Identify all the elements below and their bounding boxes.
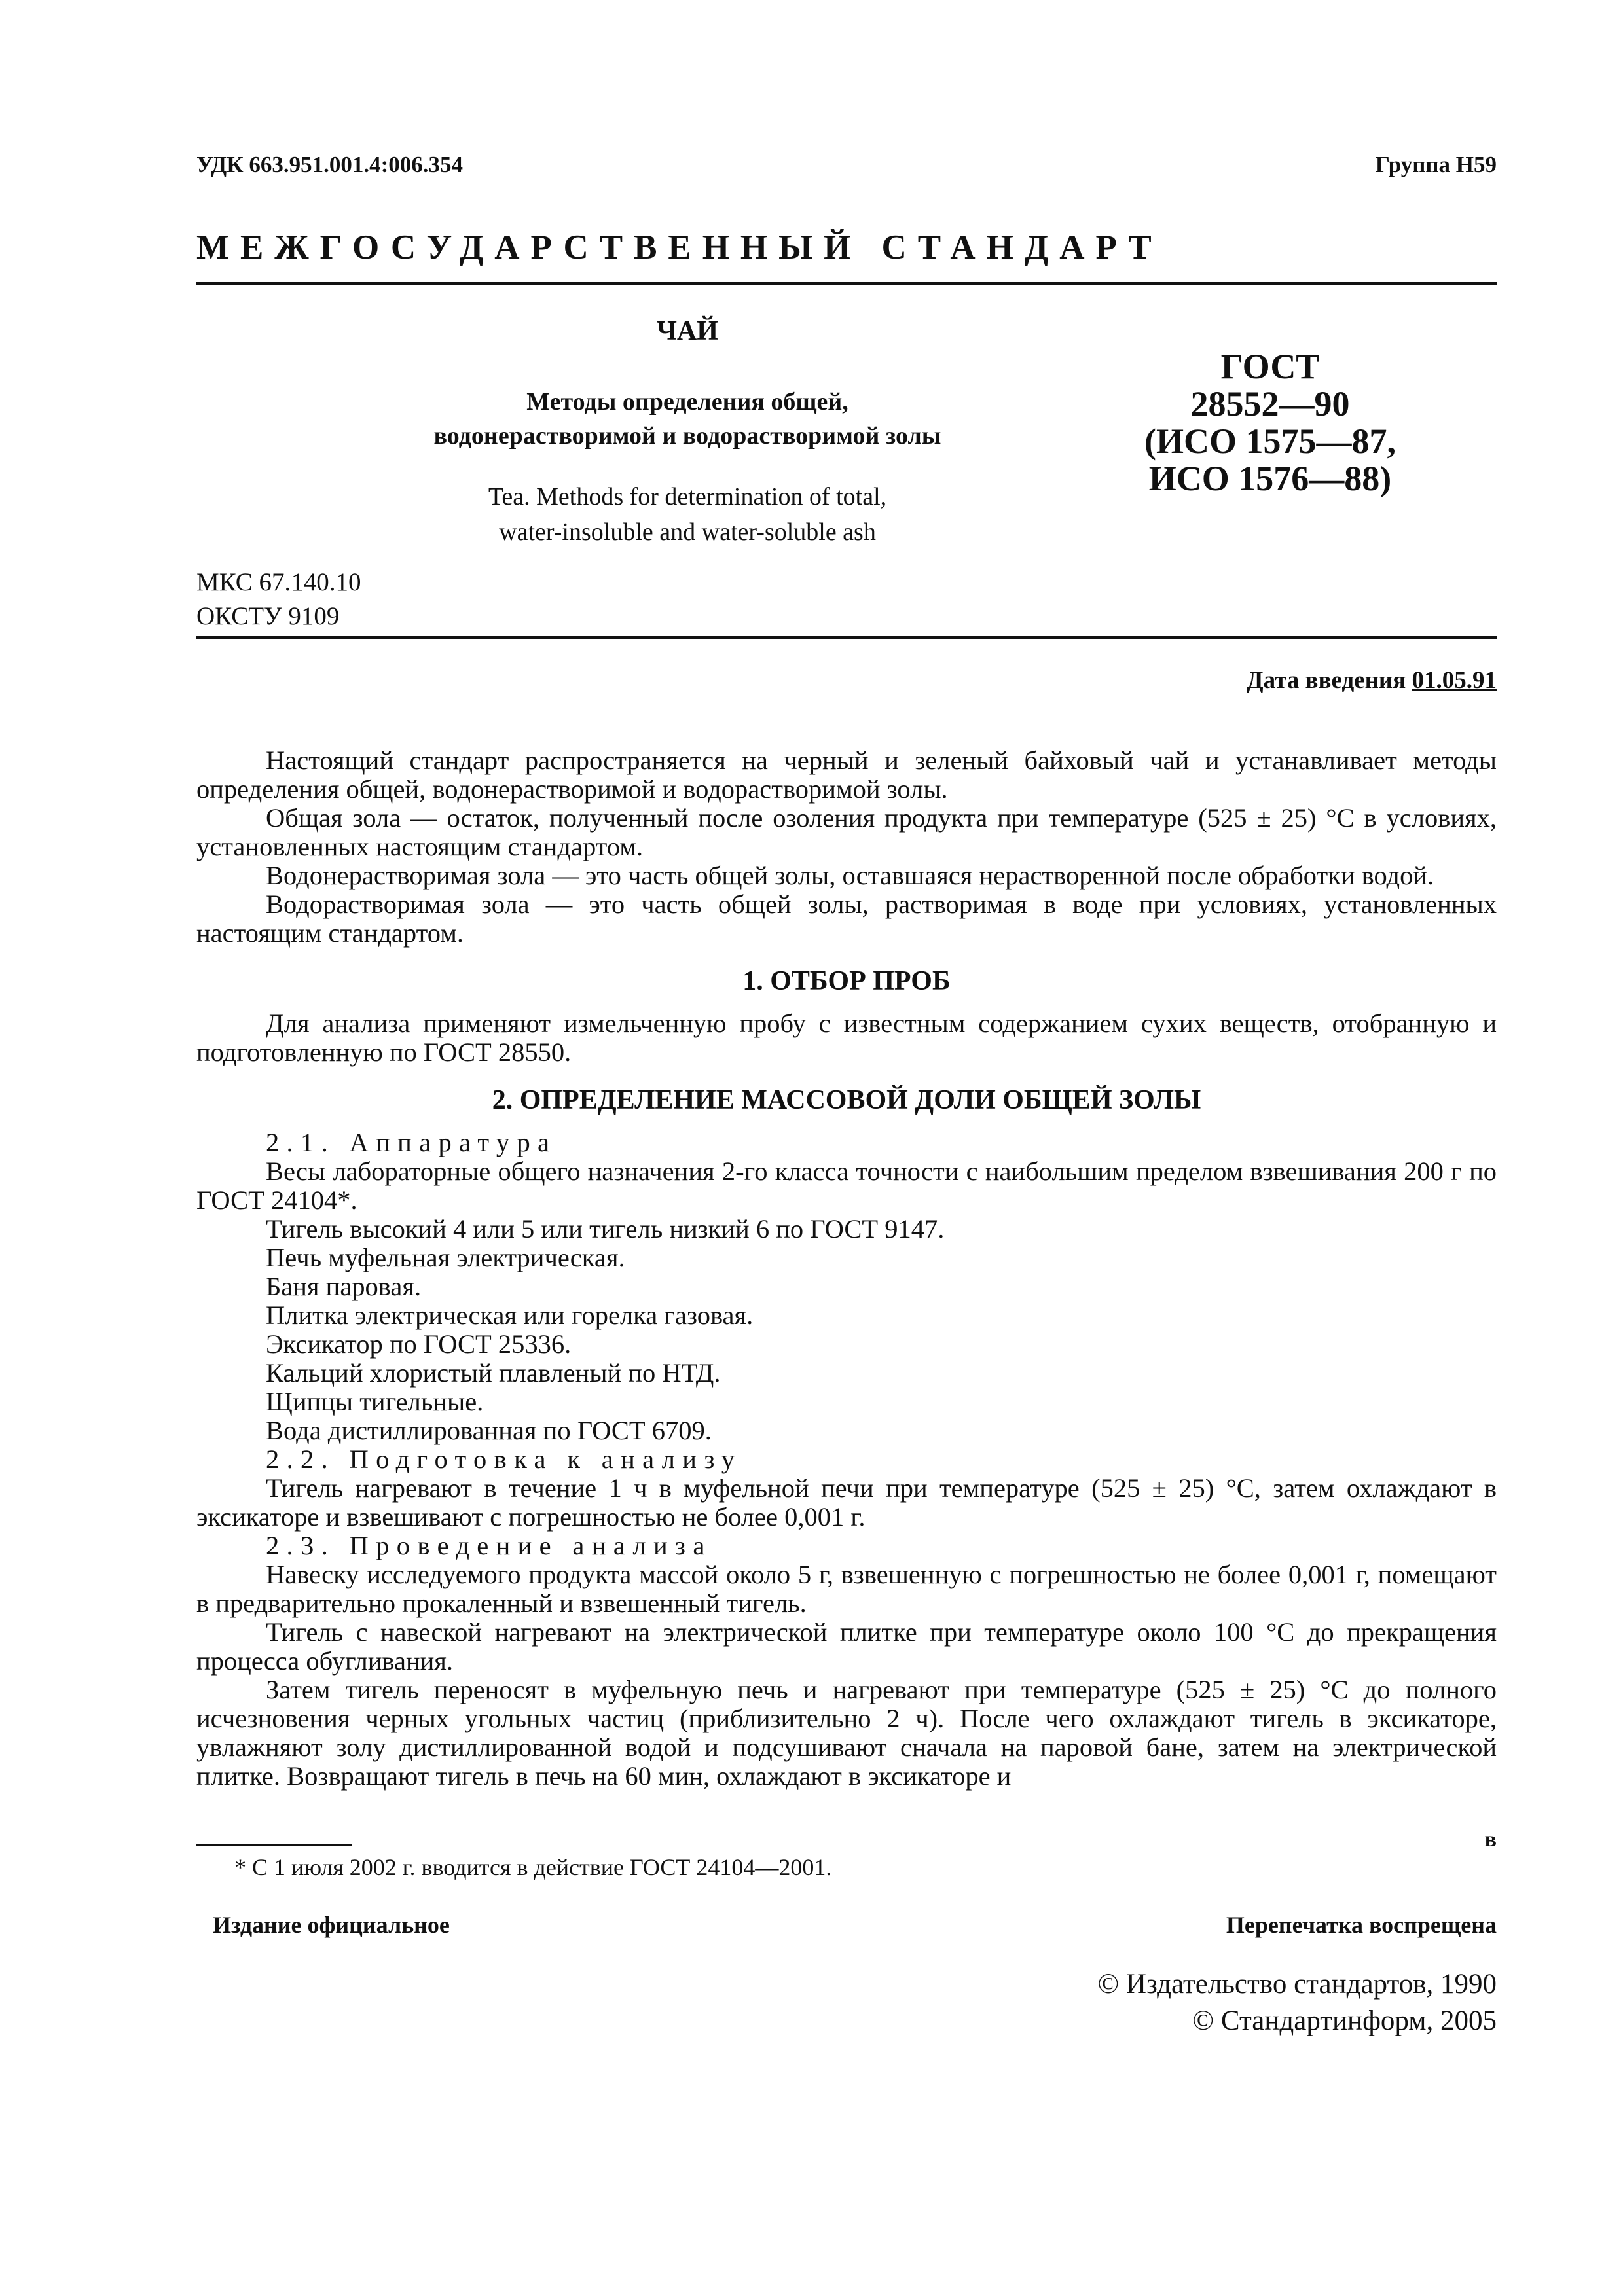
reprint-note: Перепечатка воспрещена [1226,1912,1497,1938]
subsection-label: 2.2. Подготовка к анализу [266,1444,742,1474]
document-body [196,746,1497,1791]
apparatus-item: Баня паровая. [266,1272,422,1301]
classification-codes [196,565,361,634]
standard-banner: МЕЖГОСУДАРСТВЕННЫЙ СТАНДАРТ [196,228,1163,266]
gost-line: 28552—90 [1190,384,1350,423]
date-label: Дата введения [1247,667,1406,694]
apparatus-item: Тигель высокий 4 или 5 или тигель низкий 6 по ГОСТ 9147. [266,1214,945,1244]
header-rule [196,282,1497,285]
apparatus-item: Плитка электрическая или горелка газовая. [266,1300,754,1330]
subsection-label: 2.3. Проведение анализа [266,1531,712,1560]
paragraph: Тигель с навеской нагревают на электрической плитке при температуре около 100 °С до прекращения процесса обугливания. [196,1617,1497,1676]
okstu-code: ОКСТУ 9109 [196,602,340,630]
english-title-line: Tea. Methods for determination of total, [488,483,887,511]
subtitle-line: водонерастворимой и водорастворимой золы [433,422,941,450]
apparatus-item: Кальций хлористый плавленый по НТД. [266,1358,721,1388]
section-heading: 2. ОПРЕДЕЛЕНИЕ МАССОВОЙ ДОЛИ ОБЩЕЙ ЗОЛЫ [492,1085,1201,1115]
gost-number-block [1067,348,1473,497]
apparatus-item: Печь муфельная электрическая. [266,1243,625,1272]
paragraph: Водонерастворимая зола — это часть общей золы, оставшаяся нерастворенной после обработки водой. [266,861,1434,890]
title-block [367,315,1008,550]
udk-code: УДК 663.951.001.4:006.354 [196,152,464,177]
paragraph: Затем тигель переносят в муфельную печь и нагревают при температуре (525 ± 25) °С до полного исчезновения черных угольных частиц (приблизительно 2 ч). После чего охлаждают тигель в эксикаторе, увлажняют золу дистиллированной водой и подсушивают сначала на паровой бане, затем на электрической плитке. Возвращают тигель в печь на 60 мин, охлаждают в эксикаторе и [196,1675,1497,1791]
english-title [367,479,1008,550]
paragraph: Для анализа применяют измельченную пробу с известным содержанием сухих веществ, отобранную и подготовленную по ГОСТ 28550. [196,1009,1497,1067]
gost-line: ИСО 1576—88) [1148,459,1392,498]
gost-line: (ИСО 1575—87, [1144,422,1396,461]
paragraph: Навеску исследуемого продукта массой около 5 г, взвешенную с погрешностью не более 0,001 г, помещают в предварительно прокаленный и взвешенный тигель. [196,1560,1497,1618]
footnote: * С 1 июля 2002 г. вводится в действие ГОСТ 24104—2001. [234,1854,832,1880]
english-title-line: water-insoluble and water-soluble ash [499,518,876,546]
subsection-label: 2.1. Аппаратура [266,1128,557,1157]
apparatus-item: Вода дистиллированная по ГОСТ 6709. [266,1416,712,1445]
document-subtitle [367,385,1008,453]
edition-note: Издание официальное [213,1912,450,1938]
introduction-date [1247,666,1497,694]
section-heading: 1. ОТБОР ПРОБ [742,966,951,996]
gost-line: ГОСТ [1220,347,1320,386]
subtitle-line: Методы определения общей, [526,388,848,416]
apparatus-item: Весы лабораторные общего назначения 2-го класса точности с наибольшим пределом взвешивания 200 г по ГОСТ 24104*. [196,1157,1497,1215]
copyright-line: © Издательство стандартов, 1990 [1097,1969,1497,2000]
paragraph: Водорастворимая зола — это часть общей золы, растворимая в воде при условиях, установленных настоящим стандартом. [196,889,1497,948]
apparatus-item: Эксикатор по ГОСТ 25336. [266,1329,572,1359]
paragraph: Тигель нагревают в течение 1 ч в муфельной печи при температуре (525 ± 25) °С, затем охлаждают в эксикаторе и взвешивают с погрешностью не более 0,001 г. [196,1473,1497,1532]
paragraph: Настоящий стандарт распространяется на черный и зеленый байховый чай и устанавливает методы определения общей, водонерастворимой и водорастворимой золы. [196,745,1497,804]
footnote-rule [196,1844,352,1846]
paragraph: Общая зола — остаток, полученный после озоления продукта при температуре (525 ± 25) °С в условиях, установленных настоящим стандартом. [196,803,1497,861]
mks-code: МКС 67.140.10 [196,568,361,596]
continuation-mark: в [1484,1827,1497,1852]
group-code: Группа Н59 [1375,152,1497,177]
copyright-block [1097,1966,1497,2039]
copyright-line: © Стандартинформ, 2005 [1192,2005,1497,2036]
document-title: ЧАЙ [657,316,718,346]
section-rule [196,636,1497,639]
date-value: 01.05.91 [1412,667,1497,694]
apparatus-item: Щипцы тигельные. [266,1387,484,1416]
